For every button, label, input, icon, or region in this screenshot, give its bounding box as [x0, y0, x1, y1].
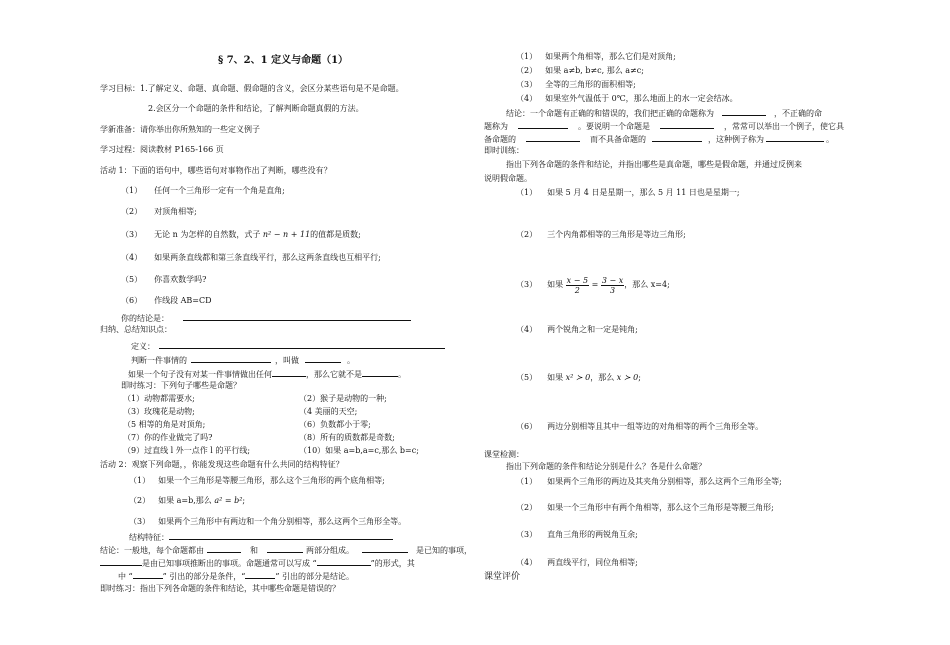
- math-expression: x ≻ 0: [616, 373, 639, 382]
- answer-blank[interactable]: [207, 544, 241, 553]
- answer-blank[interactable]: [100, 557, 142, 566]
- training-task-1: 指出下列各命题的条件和结论，并指出哪些是真命题，哪些是假命题，并通过反例来: [506, 160, 802, 169]
- answer-blank[interactable]: [652, 133, 702, 142]
- answer-blank[interactable]: [518, 120, 568, 129]
- answer-blank[interactable]: [362, 544, 408, 553]
- activity-1-item: （2） 对顶角相等;: [121, 207, 197, 216]
- answer-blank[interactable]: [133, 570, 163, 579]
- activity-2-item: （1） 如果一个三角形是等腰三角形，那么这个三角形的两个底角相等;: [129, 476, 385, 485]
- training-task-2: 说明假命题。: [484, 174, 532, 183]
- practice-1-heading: 即时练习：下列句子哪些是命题？: [121, 381, 241, 390]
- check-item: （1） 如果两个三角形的两边及其夹角分别相等，那么这两个三角形全等;: [516, 477, 782, 486]
- training-item: （1） 如果 5 月 4 日是星期一，那么 5 月 11 日也是星期一;: [516, 188, 740, 197]
- answer-blank[interactable]: [183, 312, 411, 321]
- activity-2-item: （3） 如果两个三角形中有两边和一个角分别相等，那么这两个三角形全等。: [129, 517, 407, 526]
- structure-line: 结构特征：: [129, 531, 393, 543]
- fraction-right: $\frac{3 - x}{3}$: [601, 275, 624, 295]
- judgement-line: 判断一件事情的 ，叫做 。: [131, 356, 355, 365]
- answer-blank[interactable]: [272, 368, 306, 377]
- summary-heading: 归纳、总结知识点：: [100, 325, 172, 334]
- practice-item: （5 相等的角是对顶角;: [123, 420, 206, 429]
- practice-item: （4 美丽的天空;: [299, 407, 358, 416]
- page-title: § 7、2、1 定义与命题（1）: [218, 55, 349, 66]
- math-expression: x² ≻ 0: [565, 373, 591, 382]
- math-expression: n² − n + 11: [262, 230, 311, 239]
- definition-line: 定义：: [131, 340, 445, 352]
- training-item: （3） 如果 $\frac{x - 5}{2}$ = $\frac{3 - x}{3}$ ，那么 x=4;: [516, 275, 670, 295]
- check-item: （2） 如果一个三角形中有两个角相等，那么这个三角形是等腰三角形;: [516, 503, 774, 512]
- class-check-heading: 课堂检测：: [484, 450, 524, 459]
- conclusion-prompt: 你的结论是：: [121, 312, 411, 324]
- class-evaluation: 课堂评价: [484, 572, 521, 582]
- answer-blank[interactable]: [526, 133, 580, 142]
- practice-item: （2）猴子是动物的一种;: [299, 394, 387, 403]
- activity-1-item: （1） 任何一个三角形一定有一个角是直角;: [121, 186, 285, 195]
- check-item: （4） 两直线平行，同位角相等;: [516, 558, 638, 567]
- answer-blank[interactable]: [766, 133, 824, 142]
- right-top-item: （2） 如果 a≠b, b≠c, 那么 a≠c;: [516, 66, 644, 75]
- conclusion-2-line-2: 是由已知事项推断出的事项。命题通常可以写成 “ ”的形式，其: [100, 557, 415, 569]
- class-check-question: 指出下列命题的条件和结论分别是什么？各是什么命题？: [506, 462, 706, 471]
- learning-goals-2: 2.会区分一个命题的条件和结论，了解判断命题真假的方法。: [148, 104, 364, 113]
- answer-blank[interactable]: [245, 570, 275, 579]
- answer-blank[interactable]: [660, 120, 714, 129]
- math-expression: a² = b²: [214, 496, 243, 505]
- answer-blank[interactable]: [362, 368, 398, 377]
- preparation: 学新准备：请你举出你所熟知的一些定义例子: [100, 125, 260, 134]
- answer-blank[interactable]: [159, 340, 445, 349]
- activity-2-heading: 活动 2：观察下列命题，，你能发现这些命题有什么共同的结构特征？: [100, 460, 344, 469]
- practice-item: （8）所有的质数都是奇数;: [299, 433, 395, 442]
- right-top-item: （1） 如果两个角相等，那么它们是对顶角;: [516, 52, 676, 61]
- fraction-left: $\frac{x - 5}{2}$: [566, 275, 589, 295]
- practice-item: （1）动物都需要水;: [123, 394, 195, 403]
- answer-blank[interactable]: [267, 544, 303, 553]
- activity-1-item: （5） 你喜欢数学吗?: [121, 275, 207, 284]
- activity-1-item: （3） 无论 n 为怎样的自然数，式子 n² − n + 11的值都是质数;: [121, 230, 361, 239]
- answer-blank[interactable]: [722, 107, 766, 116]
- practice-item: （7）你的作业做完了吗?: [123, 433, 213, 442]
- activity-1-item: （4） 如果两条直线都和第三条直线平行，那么这两条直线也互相平行;: [121, 253, 381, 262]
- training-heading: 即时训练：: [484, 146, 524, 155]
- non-proposition-line: 如果一个句子没有对某一件事情做出任何 ，那么它就不是 。: [128, 370, 406, 379]
- truth-conclusion-1: 结论：一个命题有正确的和错误的，我们把正确的命题称为 ，不正确的命: [506, 109, 822, 118]
- right-top-item: （3） 全等的三角形的面积相等;: [516, 80, 636, 89]
- answer-blank[interactable]: [191, 354, 271, 363]
- training-item: （2） 三个内角都相等的三角形是等边三角形;: [516, 230, 686, 239]
- practice-item: （9）过直线 l 外一点作 l 的平行线;: [123, 446, 251, 455]
- learning-goals-1: 学习目标：1.了解定义、命题、真命题、假命题的含义，会区分某些语句是不是命题。: [100, 84, 404, 93]
- right-top-item: （4） 如果室外气温低于 0℃，那么地面上的水一定会结冰。: [516, 94, 738, 103]
- training-item: （5） 如果 x² ≻ 0，那么 x ≻ 0;: [516, 373, 641, 382]
- truth-conclusion-2: 题称为 。要说明一个命题是 ，常常可以举出一个例子，使它具: [484, 122, 844, 131]
- practice-item: （10）如果 a=b,a=c,那么 b=c;: [299, 446, 419, 455]
- answer-blank[interactable]: [317, 557, 371, 566]
- training-item: （4） 两个锐角之和一定是钝角;: [516, 325, 638, 334]
- conclusion-2-line-1: 结论：一般地，每个命题都由 和 两部分组成。 是已知的事项，: [100, 546, 472, 555]
- activity-1-heading: 活动 1：下面的语句中，哪些语句对事物作出了判断，哪些没有？: [100, 166, 332, 175]
- truth-conclusion-3: 备命题的 而不具备命题的 ，这种例子称为 。: [484, 135, 834, 144]
- activity-1-item: （6） 作线段 AB=CD: [121, 296, 212, 305]
- training-item: （6） 两边分别相等且其中一组等边的对角相等的两个三角形全等。: [516, 422, 764, 431]
- practice-item: （3）玫瑰花是动物;: [123, 407, 195, 416]
- activity-2-item: （2） 如果 a=b,那么 a² = b²;: [129, 496, 246, 505]
- practice-item: （6）负数都小于零;: [299, 420, 371, 429]
- answer-blank[interactable]: [169, 531, 393, 540]
- answer-blank[interactable]: [305, 354, 341, 363]
- check-item: （3） 直角三角形的两锐角互余;: [516, 530, 638, 539]
- conclusion-2-line-3: 中 “ ” 引出的部分是条件，“ ” 引出的部分是结论。: [118, 572, 355, 581]
- practice-2-heading: 即时练习：指出下列各命题的条件和结论，其中哪些命题是错误的？: [100, 584, 340, 593]
- learning-process: 学习过程：阅读教材 P165-166 页: [100, 145, 224, 154]
